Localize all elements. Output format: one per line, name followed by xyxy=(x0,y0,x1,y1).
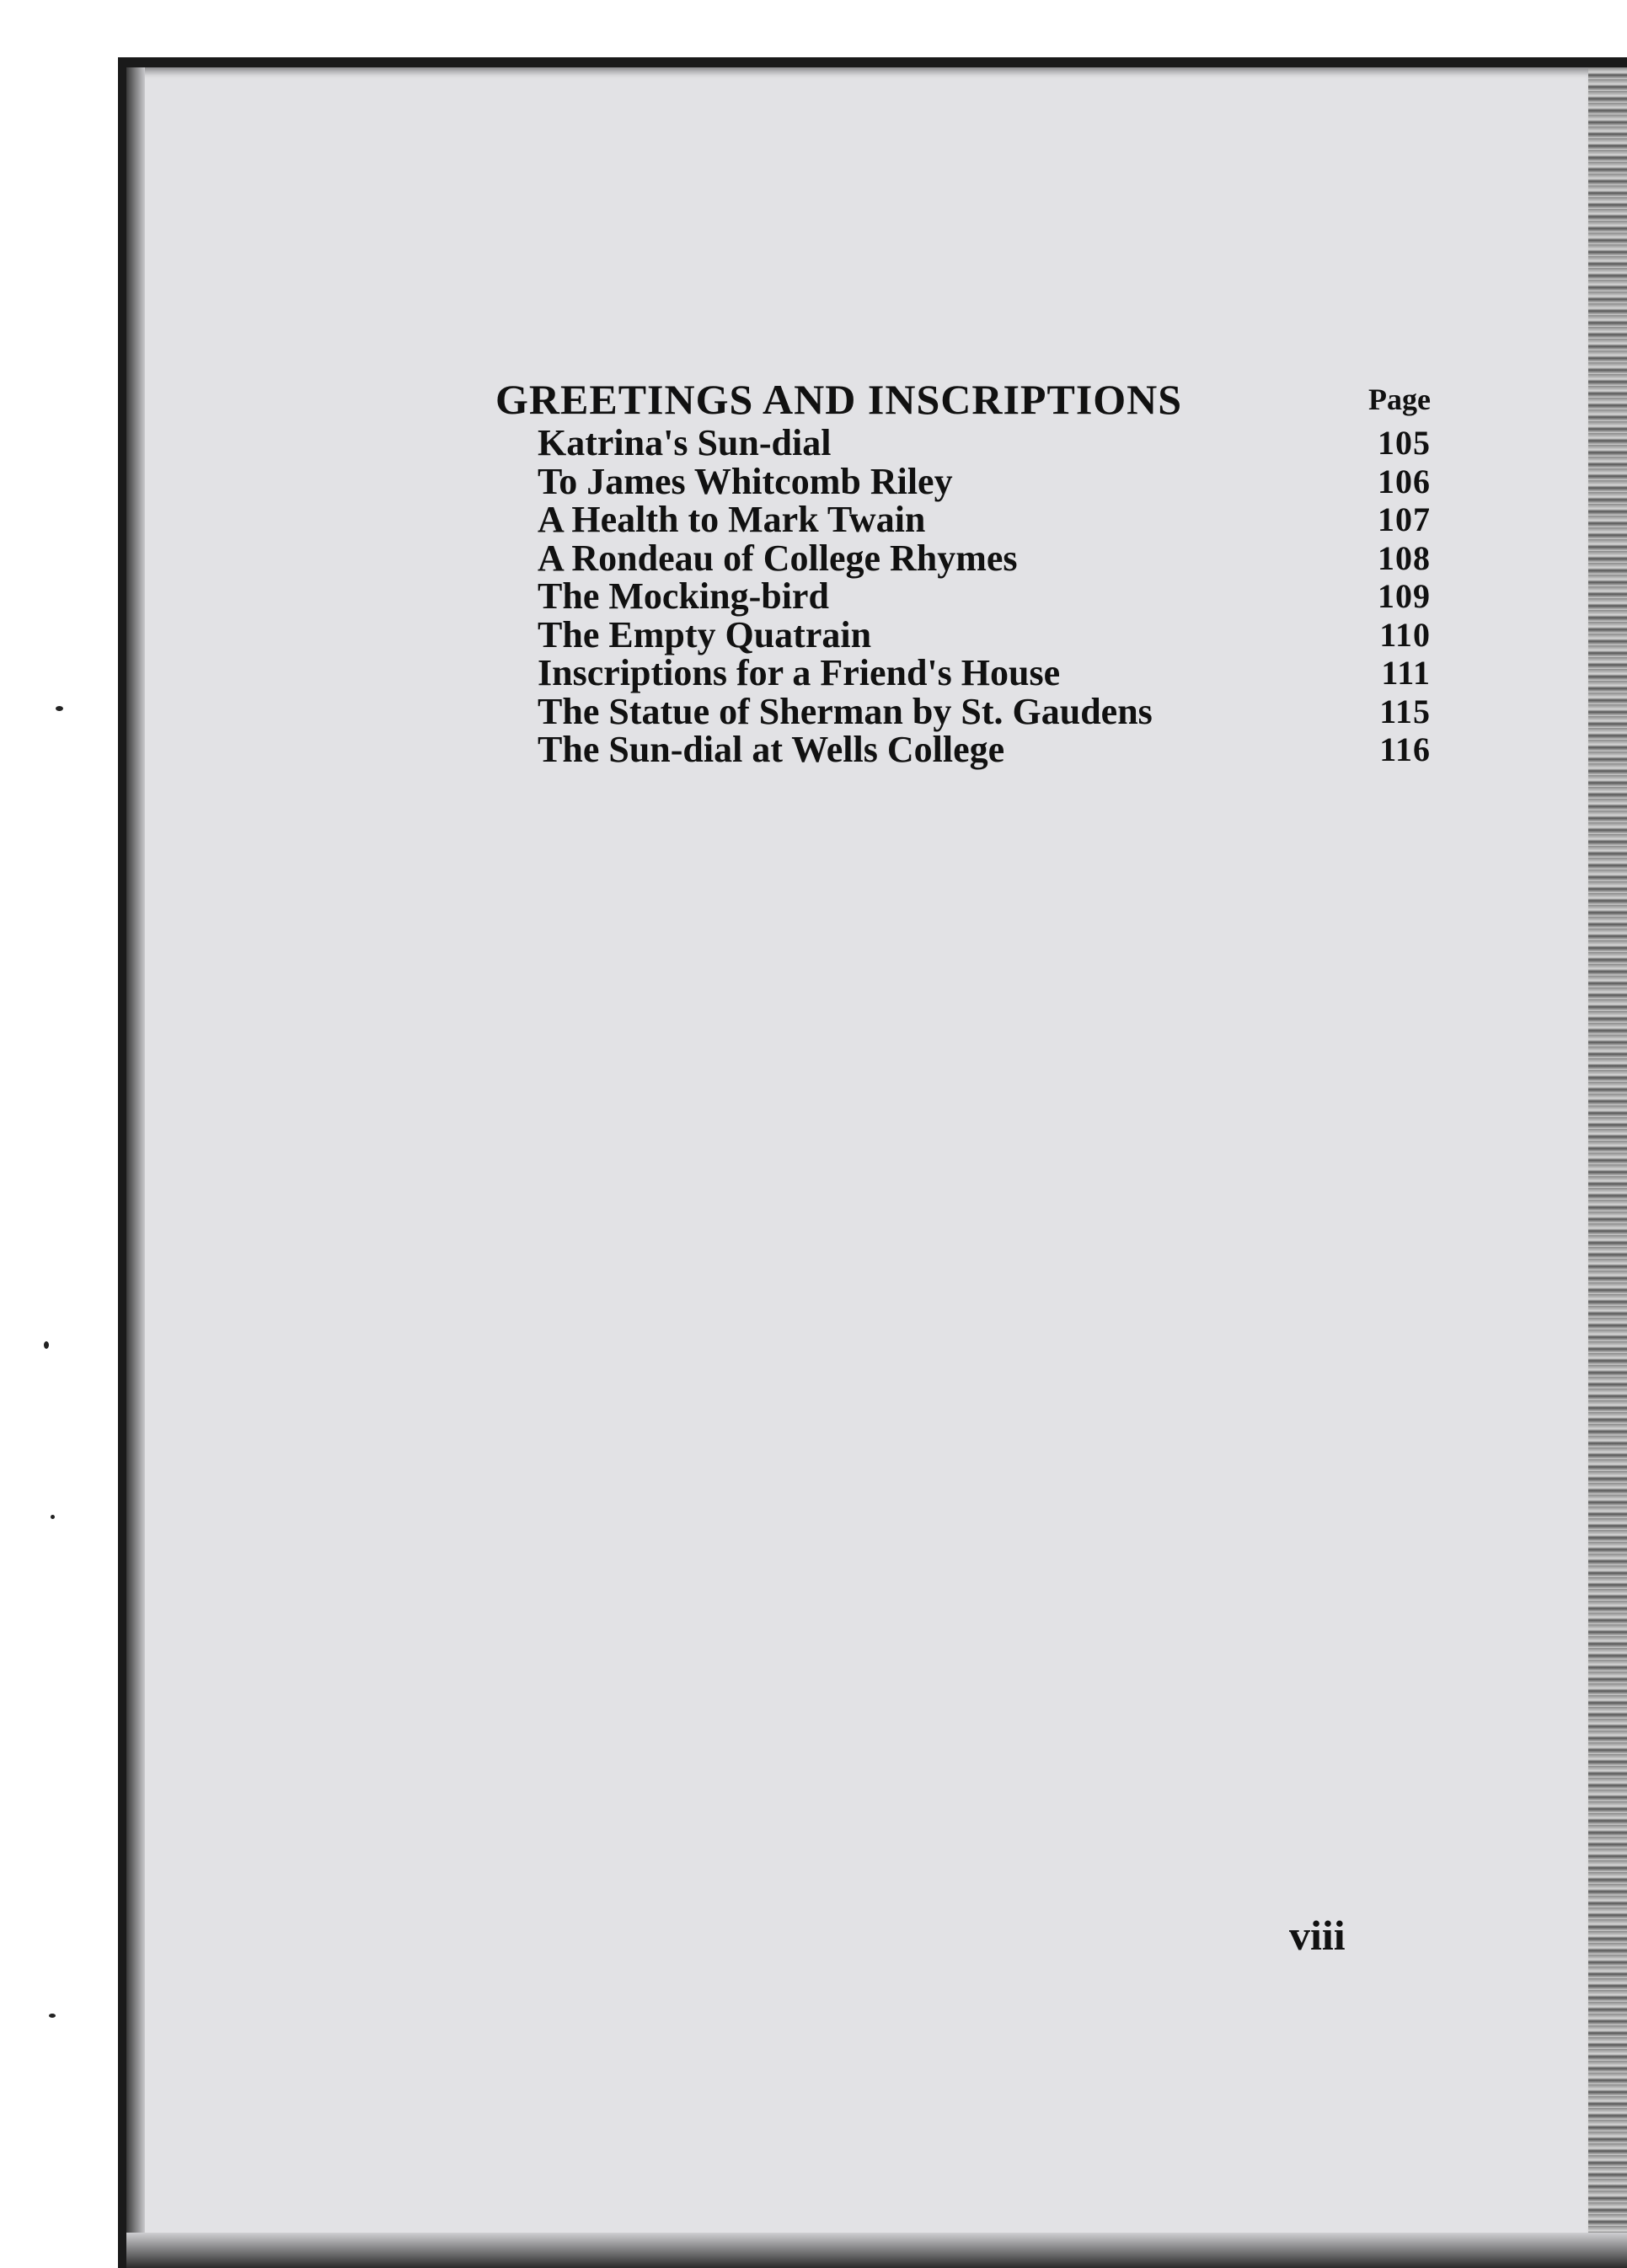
toc-entry xyxy=(495,690,1439,732)
toc-entry-title: A Rondeau of College Rhymes xyxy=(538,537,1018,579)
page-gutter-shadow xyxy=(126,67,145,2249)
toc-entry xyxy=(495,613,1439,655)
toc-entry xyxy=(495,424,1439,463)
toc-entry-page: 116 xyxy=(1379,730,1431,768)
toc-entry-title: Katrina's Sun-dial xyxy=(538,422,832,463)
section-title: GREETINGS AND INSCRIPTIONS xyxy=(495,376,1183,423)
scan-speck xyxy=(49,2014,56,2018)
toc-entry-title: To James Whitcomb Riley xyxy=(538,460,953,502)
toc-entry xyxy=(495,577,1439,616)
toc-entry-page: 106 xyxy=(1378,462,1431,500)
page-fore-edge xyxy=(1588,67,1627,2268)
toc-entry-title: The Statue of Sherman by St. Gaudens xyxy=(538,690,1153,732)
toc-entry-page: 110 xyxy=(1379,615,1431,654)
toc-entry-page: 109 xyxy=(1378,577,1431,615)
toc-entry-page: 115 xyxy=(1379,692,1431,730)
toc-entry-title: The Mocking-bird xyxy=(538,575,829,617)
toc-entry-title: A Health to Mark Twain xyxy=(538,499,926,540)
toc-entry-title: The Empty Quatrain xyxy=(538,613,872,655)
toc-entry-title: Inscriptions for a Friend's House xyxy=(538,652,1061,693)
toc-entry xyxy=(495,460,1439,502)
page-column-label: Page xyxy=(1368,382,1431,416)
toc-entry xyxy=(495,730,1439,769)
toc-entry-page: 108 xyxy=(1378,538,1431,577)
toc-entry-title: The Sun-dial at Wells College xyxy=(538,729,1005,770)
toc-entry-list xyxy=(495,424,1439,769)
toc-entry-page: 105 xyxy=(1378,424,1431,462)
toc-entry xyxy=(495,654,1439,693)
scan-speck xyxy=(56,706,63,711)
page-number-folio: viii xyxy=(1289,1912,1346,1959)
page-bottom-edge xyxy=(126,2233,1627,2268)
table-of-contents xyxy=(495,375,1439,769)
toc-entry-page: 111 xyxy=(1381,654,1431,692)
toc-heading-row xyxy=(495,375,1439,424)
toc-entry xyxy=(495,539,1439,578)
toc-entry-page: 107 xyxy=(1378,500,1431,538)
toc-entry xyxy=(495,500,1439,539)
scan-speck xyxy=(44,1341,49,1349)
scan-speck xyxy=(51,1515,55,1519)
